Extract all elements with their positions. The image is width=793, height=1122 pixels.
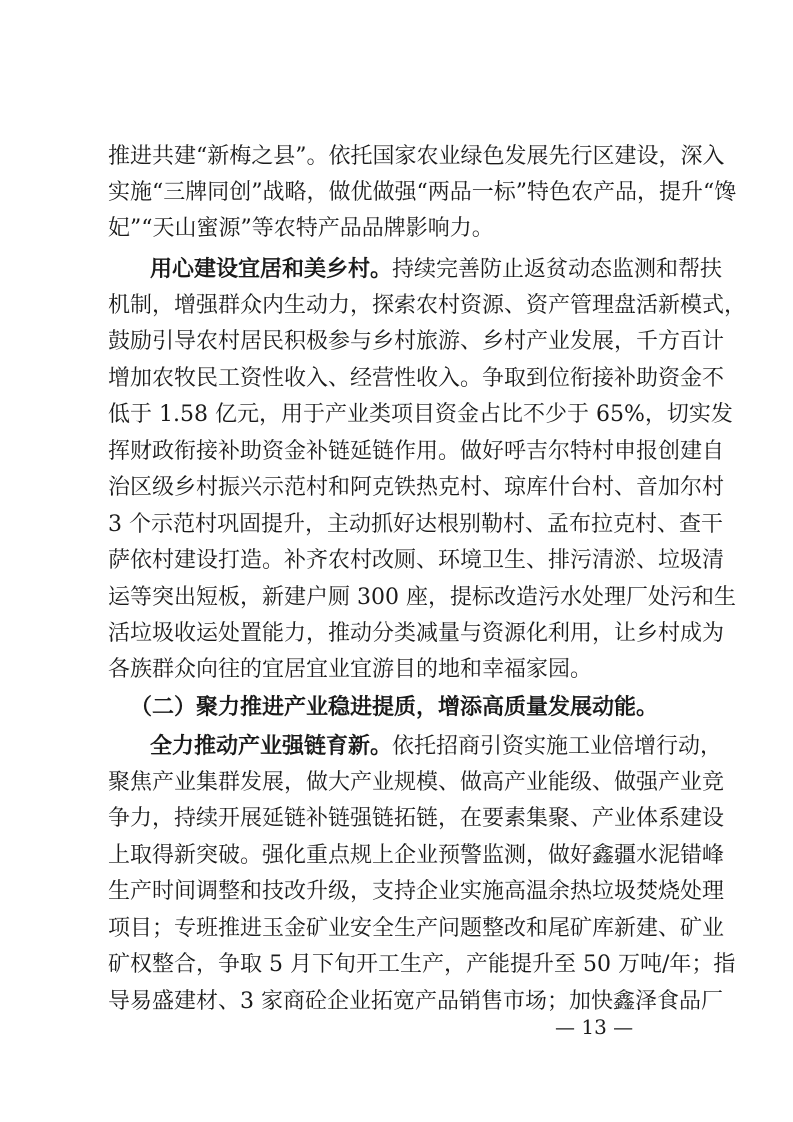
body-text-line: 机制，增强群众内生动力，探索农村资源、资产管理盘活新模式， — [108, 293, 747, 318]
body-text-line: 导易盛建材、3 家商砼企业拓宽产品销售市场；加快鑫泽食品厂 — [108, 989, 723, 1014]
body-text-line: 生产时间调整和技改升级，支持企业实施高温余热垃圾焚烧处理 — [108, 879, 725, 904]
body-text-line: 实施“三牌同创”战略，做优做强“两品一标”特色农产品，提升“馋 — [108, 180, 737, 205]
body-text-line: 争力，持续开展延链补链强链拓链，在要素集聚、产业体系建设 — [108, 806, 725, 831]
body-text-line: 项目；专班推进玉金矿业安全生产问题整改和尾矿库新建、矿业 — [108, 916, 725, 941]
section-heading: （二）聚力推进产业稳进提质，增添高质量发展动能。 — [130, 694, 659, 720]
paragraph-lead-heading: 用心建设宜居和美乡村。 — [150, 256, 393, 282]
body-text-line: 聚焦产业集群发展，做大产业规模、做高产业能级、做强产业竞 — [108, 770, 725, 795]
body-text-line: 上取得新突破。强化重点规上企业预警监测，做好鑫疆水泥错峰 — [108, 843, 725, 868]
body-text-line: 推进共建“新梅之县”。依托国家农业绿色发展先行区建设，深入 — [108, 144, 725, 169]
body-text-line: 各族群众向往的宜居宜业宜游目的地和幸福家园。 — [108, 657, 593, 682]
body-text-line: 挥财政衔接补助资金补链延链作用。做好呼吉尔特村申报创建自 — [108, 439, 725, 464]
paragraph-lead-heading: 全力推动产业强链育新。 — [150, 733, 393, 759]
body-text-line: 鼓励引导农村居民积极参与乡村旅游、乡村产业发展，千方百计 — [108, 329, 725, 354]
body-text-line: 矿权整合，争取 5 月下旬开工生产，产能提升至 50 万吨/年；指 — [108, 952, 736, 977]
body-text-line: 低于 1.58 亿元，用于产业类项目资金占比不少于 65%，切实发 — [108, 402, 733, 427]
body-text-line: 3 个示范村巩固提升，主动抓好达根别勒村、孟布拉克村、查干 — [108, 512, 723, 537]
body-text-line: 活垃圾收运处置能力，推动分类减量与资源化利用，让乡村成为 — [108, 621, 725, 646]
body-text-line: 萨依村建设打造。补齐农村改厕、环境卫生、排污清淤、垃圾清 — [108, 548, 725, 573]
body-text-line: 运等突出短板，新建户厕 300 座，提标改造污水处理厂处污和生 — [108, 585, 736, 610]
paragraph-lead-text: 持续完善防止返贫动态监测和帮扶 — [392, 257, 723, 282]
body-text-line: 妃”“天山蜜源”等农特产品品牌影响力。 — [108, 216, 494, 241]
body-text-line: 增加农牧民工资性收入、经营性收入。争取到位衔接补助资金不 — [108, 366, 725, 391]
paragraph-lead-text: 依托招商引资实施工业倍增行动， — [392, 734, 723, 759]
page-number: — 13 — — [555, 1015, 634, 1039]
body-text-line: 治区级乡村振兴示范村和阿克铁热克村、琼库什台村、音加尔村 — [108, 475, 725, 500]
paragraph-first-line — [150, 728, 723, 764]
paragraph-first-line — [150, 251, 723, 287]
